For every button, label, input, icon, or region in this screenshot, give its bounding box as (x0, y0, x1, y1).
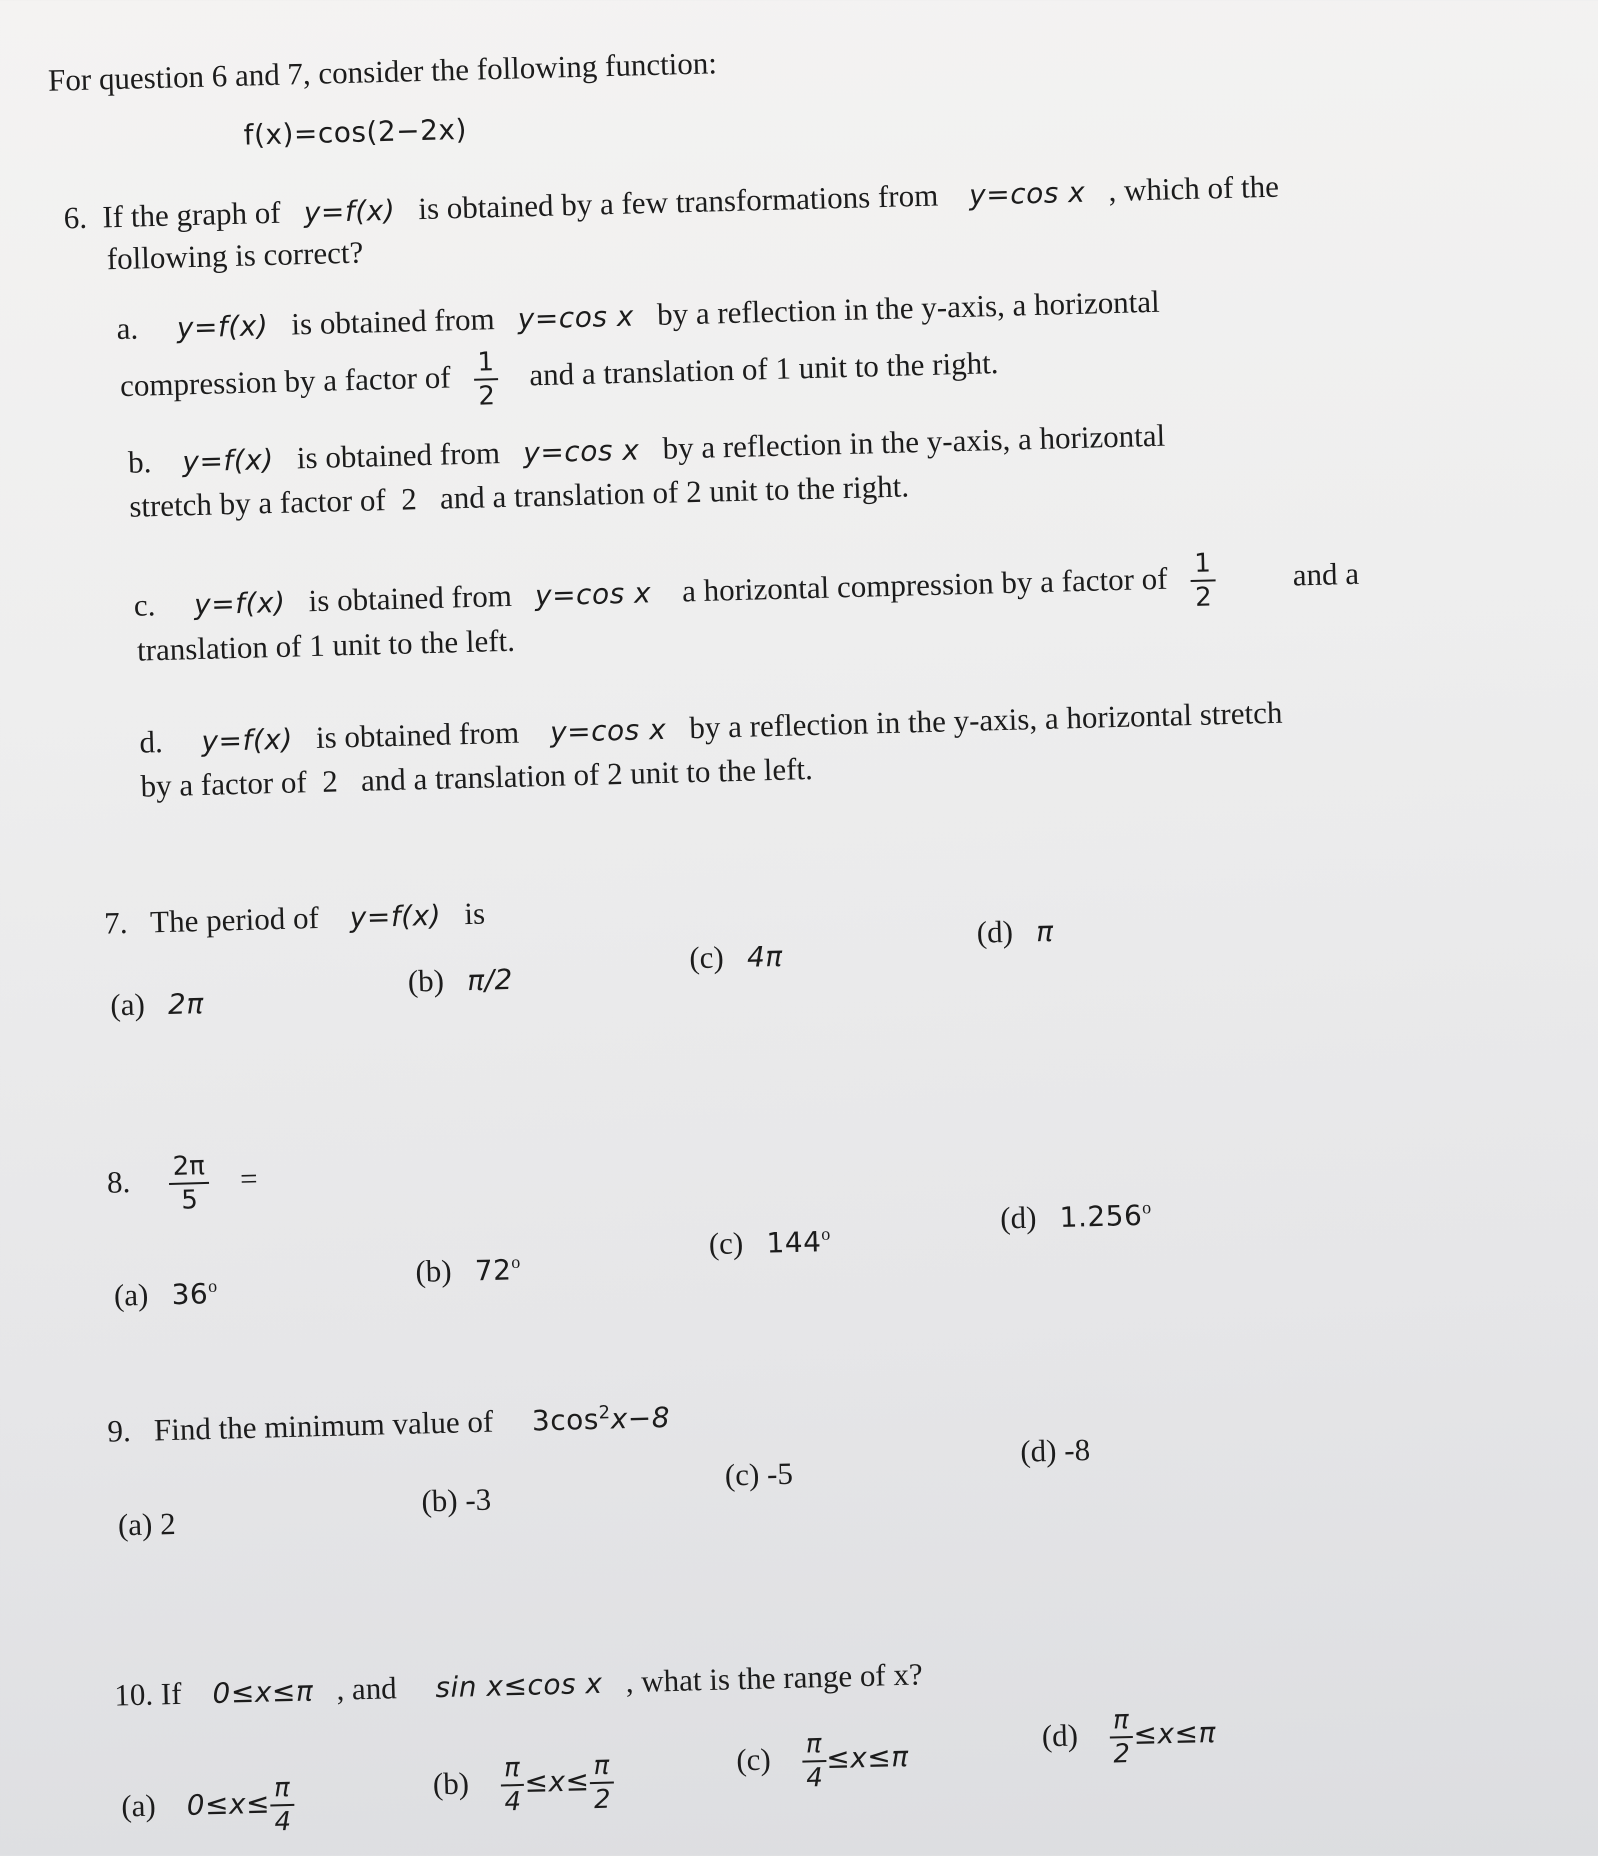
option-value: 1.256 (1059, 1198, 1143, 1235)
q6-option-c-t3: and a (1292, 555, 1360, 593)
q6-expr-b: y=cos x (968, 175, 1086, 212)
q8-option-c (708, 1225, 830, 1260)
q6-option-a-line2 (119, 336, 999, 419)
q6-option-d-line2 (140, 750, 814, 804)
degree-mark: o (1141, 1197, 1152, 1218)
option-fraction (801, 1731, 827, 1792)
q9-text: Find the minimum value of (153, 1403, 494, 1448)
fraction-numerator: 2π (168, 1153, 209, 1185)
q9-option-b: (b) -3 (420, 1481, 492, 1519)
q6-number: 6. (63, 199, 88, 236)
q8-option-a (114, 1277, 218, 1311)
q6-option-a-t2: by a reflection in the y-axis, a horizontal (656, 283, 1161, 332)
q7-expr: y=f(x) (349, 898, 442, 935)
expr-part: 3cos (531, 1402, 600, 1438)
fraction-numerator: π (589, 1753, 613, 1785)
q10-text: , what is the range of x? (625, 1656, 924, 1700)
option-fraction (1108, 1707, 1134, 1768)
q7-stem (103, 895, 486, 941)
q6-option-d-t1: is obtained from (315, 714, 520, 755)
q6-option-b-letter: b. (127, 444, 152, 480)
q6-option-d-factor: 2 (321, 763, 339, 799)
q6-option-d-t2: by a reflection in the y-axis, a horizontal stretch (688, 694, 1283, 746)
function-definition: f(x)=cos(2−2x) (243, 112, 468, 152)
q6-option-b-t3: stretch by a factor of (128, 482, 387, 524)
fraction-denominator: 4 (504, 1786, 522, 1818)
q7-option-d (976, 915, 1054, 948)
q6-option-c-expr2: y=cos x (534, 576, 652, 613)
option-label: (b) (414, 1252, 453, 1289)
intro-text: For question 6 and 7, consider the following function: (47, 45, 718, 98)
q8-stem (106, 1152, 258, 1216)
q8-option-b (415, 1253, 521, 1287)
q6-option-a-fraction (473, 349, 499, 410)
q6-option-a-line1 (116, 283, 1161, 347)
q10-condition2: sin x≤cos x (434, 1666, 603, 1705)
q6-option-c-t2: a horizontal compression by a factor of (681, 560, 1168, 609)
fraction-numerator: π (1109, 1707, 1133, 1739)
fraction-denominator: 4 (274, 1807, 292, 1838)
q9-option-c: (c) -5 (724, 1455, 794, 1493)
option-expr: 0≤x≤ (186, 1786, 271, 1822)
option-value: 144 (766, 1225, 822, 1260)
q6-option-b-t1: is obtained from (296, 435, 501, 476)
q10-and: , and (335, 1670, 398, 1707)
option-label: (b) (407, 962, 445, 999)
option-label: (b) (432, 1765, 470, 1802)
option-label: (c) (688, 939, 725, 976)
q9-option-a: (a) 2 (117, 1505, 177, 1543)
fraction-denominator: 2 (1194, 582, 1213, 613)
fraction-denominator: 5 (180, 1185, 199, 1216)
option-value: 72 (474, 1253, 512, 1288)
option-fraction (589, 1750, 615, 1816)
option-expr: ≤x≤π (825, 1739, 910, 1776)
degree-mark: o (820, 1223, 831, 1244)
q6-option-d-line1 (139, 694, 1283, 760)
q9-expression (531, 1401, 670, 1438)
option-value: 2π (167, 987, 205, 1021)
fraction-denominator: 2 (1113, 1739, 1131, 1770)
expr-exponent: 2 (598, 1402, 611, 1424)
q6-option-c-t1: is obtained from (308, 577, 513, 619)
option-label: (a) (113, 1276, 149, 1313)
option-expr: ≤x≤ (524, 1764, 590, 1799)
option-fraction (499, 1755, 525, 1816)
option-value: 4π (746, 939, 784, 974)
q6-option-d-t4: and a translation of 2 unit to the left. (360, 750, 814, 798)
fraction-denominator: 2 (593, 1784, 611, 1816)
q6-option-a-expr2: y=cos x (517, 299, 635, 336)
q10-option-c (736, 1729, 910, 1793)
q10-option-b (432, 1750, 615, 1818)
q10-option-d (1041, 1705, 1217, 1770)
q6-option-a-t1: is obtained from (290, 301, 495, 342)
option-expr: ≤x≤π (1133, 1715, 1217, 1752)
option-fraction (269, 1775, 295, 1836)
option-value: π (1035, 914, 1054, 949)
q6-option-c-line2: translation of 1 unit to the left. (136, 622, 516, 668)
degree-mark: o (510, 1251, 521, 1273)
option-label: (d) (976, 913, 1014, 950)
option-label: (d) (999, 1199, 1037, 1236)
q8-equals: = (239, 1160, 259, 1197)
q7-text2: is (463, 895, 486, 932)
q6-option-b-t4: and a translation of 2 unit to the right. (439, 468, 910, 516)
q7-number: 7. (103, 904, 128, 941)
q6-text-b: is obtained by a few transformations from (417, 177, 939, 227)
fraction-numerator: 1 (473, 349, 498, 381)
q6-option-d-expr1: y=f(x) (201, 722, 294, 758)
q6-option-b-factor: 2 (400, 481, 418, 517)
q9-stem (107, 1401, 670, 1447)
q6-option-a-t4: and a translation of 1 unit to the right. (528, 345, 999, 393)
q6-option-c-letter: c. (133, 587, 156, 623)
q6-option-b-expr1: y=f(x) (181, 442, 275, 479)
q6-option-b-t2: by a reflection in the y-axis, a horizontal (662, 417, 1166, 466)
option-value: π/2 (466, 962, 514, 998)
q10-condition1: 0≤x≤π (212, 1674, 314, 1711)
q6-stem-line1 (63, 168, 1280, 236)
fraction-numerator: π (500, 1755, 524, 1787)
q9-number: 9. (107, 1413, 132, 1449)
q7-text: The period of (149, 899, 320, 940)
q6-option-d-letter: d. (139, 724, 164, 760)
q6-option-b-line1 (127, 417, 1166, 480)
option-label: (c) (708, 1225, 744, 1262)
q7-option-a (109, 986, 205, 1023)
q6-option-d-expr2: y=cos x (549, 712, 667, 749)
q6-option-a-t3: compression by a factor of (119, 359, 452, 404)
degree-mark: o (207, 1275, 218, 1296)
fraction-numerator: 1 (1190, 550, 1215, 582)
fraction-numerator: π (270, 1775, 294, 1807)
fraction-denominator: 2 (477, 381, 496, 412)
q6-option-a-expr1: y=f(x) (176, 309, 269, 345)
q10-option-a (121, 1775, 296, 1840)
q6-expr-a: y=f(x) (303, 193, 396, 230)
q10-number: 10. If (113, 1675, 183, 1713)
expr-part: x−8 (610, 1400, 671, 1436)
q8-number: 8. (106, 1164, 131, 1200)
q7-option-c (688, 939, 784, 976)
option-label: (d) (1041, 1717, 1079, 1754)
q8-fraction (168, 1153, 210, 1214)
fraction-numerator: π (801, 1731, 825, 1763)
q6-stem-line2: following is correct? (106, 234, 364, 277)
q6-option-b-expr2: y=cos x (522, 433, 640, 470)
q8-option-d (999, 1197, 1152, 1236)
option-label: (a) (109, 986, 146, 1023)
q6-text-a: If the graph of (102, 194, 282, 235)
q6-option-d-t3: by a factor of (140, 764, 308, 804)
option-label: (c) (735, 1741, 772, 1778)
q6-option-c-line1 (133, 547, 1360, 639)
option-label: (a) (120, 1787, 157, 1824)
q9-option-d: (d) -8 (1019, 1431, 1091, 1469)
q6-option-c-expr1: y=f(x) (193, 585, 286, 622)
q6-option-b-line2 (128, 468, 910, 524)
option-value: 36 (171, 1277, 209, 1312)
q10-stem (113, 1656, 924, 1713)
q6-text-c: , which of the (1108, 168, 1280, 209)
q6-option-a-letter: a. (116, 310, 139, 347)
q7-option-b (407, 963, 513, 997)
q6-option-c-fraction (1190, 550, 1216, 611)
fraction-denominator: 4 (805, 1763, 824, 1794)
